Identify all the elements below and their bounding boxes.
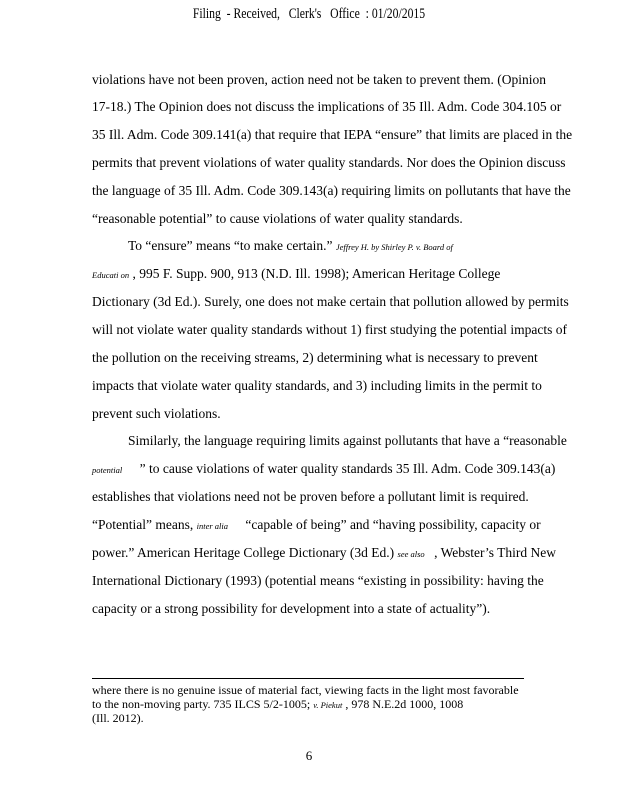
citation-text: , 995 F. Supp. 900, 913 (N.D. Ill. 1998); American Heritage College (132, 266, 501, 281)
body-line: “reasonable potential” to cause violations of water quality standards. (92, 211, 463, 226)
footnote-line (92, 697, 463, 712)
body-line (128, 238, 453, 254)
case-citation: Jeffrey H. by Shirley P. v. Board of (335, 242, 453, 252)
body-line: 35 Ill. Adm. Code 309.141(a) that require that IEPA “ensure” that limits are placed in the (92, 127, 573, 142)
body-line: prevent such violations. (92, 406, 221, 421)
italic-term: see also (397, 549, 425, 559)
body-text-span: power.” American Heritage College Dictionary (3d Ed.) (92, 545, 395, 560)
body-line: impacts that violate water quality standards, and 3) including limits in the permit to (92, 378, 542, 393)
body-line (92, 461, 555, 477)
ensure-definition: To “ensure” means “to make certain.” (128, 238, 333, 253)
case-citation: v. Piekut (313, 700, 343, 710)
body-line: capacity or a strong possibility for development into a state of actuality”). (92, 601, 491, 616)
body-line: permits that prevent violations of water quality standards. Nor does the Opinion discuss (92, 155, 566, 170)
footnote-line: where there is no genuine issue of material fact, viewing facts in the light most favorable (92, 683, 519, 697)
footnote-text: to the non-moving party. 735 ILCS 5/2-1005; (92, 697, 311, 711)
page-number: 6 (305, 748, 313, 763)
body-line (92, 517, 541, 533)
body-text-span: ” to cause violations of water quality standards 35 Ill. Adm. Code 309.143(a) (139, 461, 556, 476)
body-line: 17-18.) The Opinion does not discuss the implications of 35 Ill. Adm. Code 304.105 or (92, 99, 562, 114)
body-line: the pollution on the receiving streams, 2) determining what is necessary to prevent (92, 350, 538, 365)
body-line: International Dictionary (1993) (potential means “existing in possibility: having the (92, 573, 544, 588)
body-text-span: , Webster’s Third New (434, 545, 556, 560)
italic-term: inter alia (196, 521, 228, 531)
footnote-line: (Ill. 2012). (92, 711, 144, 725)
body-line (92, 266, 500, 282)
footnote-text: , 978 N.E.2d 1000, 1008 (345, 697, 464, 711)
body-line: Similarly, the language requiring limits against pollutants that have a “reasonable (128, 433, 567, 448)
body-line: establishes that violations need not be proven before a pollutant limit is required. (92, 489, 529, 504)
filing-header: Filing - Received, Clerk's Office : 01/20/2015 (192, 6, 426, 22)
body-line (92, 545, 556, 561)
body-text-span: “Potential” means, (92, 517, 194, 532)
body-line: violations have not been proven, action need not be taken to prevent them. (Opinion (92, 72, 546, 87)
body-text-span: “capable of being” and “having possibility, capacity or (245, 517, 541, 532)
footnote-divider (92, 678, 524, 679)
body-line: Dictionary (3d Ed.). Surely, one does not make certain that pollution allowed by permits (92, 294, 569, 309)
body-line: the language of 35 Ill. Adm. Code 309.143(a) requiring limits on pollutants that have the (92, 183, 571, 198)
italic-term: potential (92, 465, 123, 475)
case-citation: Educati on (92, 270, 130, 280)
body-line: will not violate water quality standards without 1) first studying the potential impacts of (92, 322, 568, 337)
